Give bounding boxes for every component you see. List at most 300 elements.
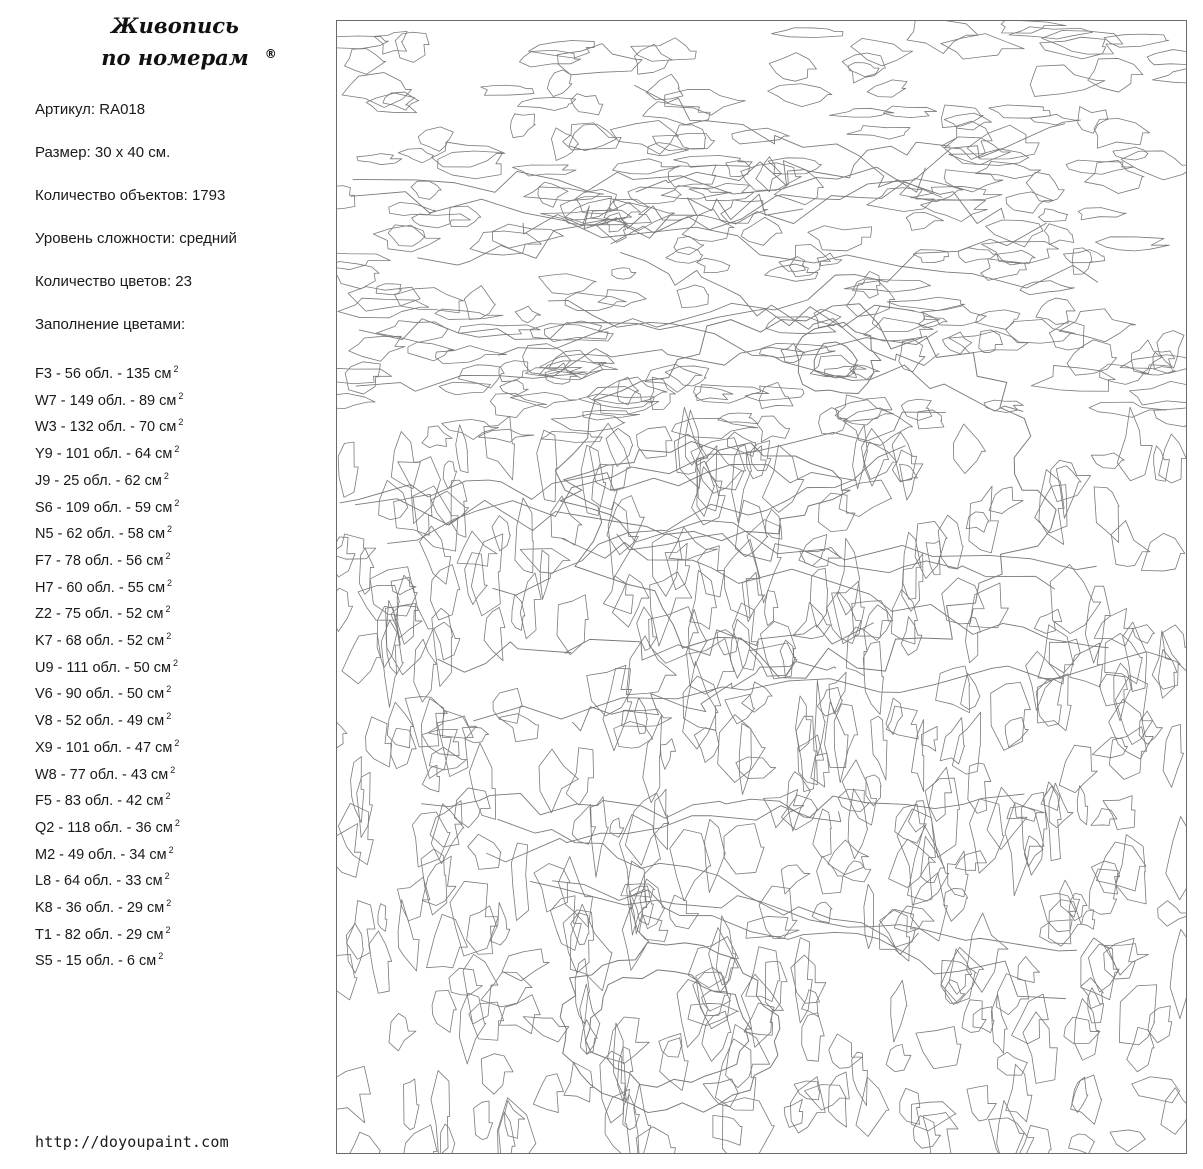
outline-region bbox=[432, 608, 453, 686]
outline-region bbox=[610, 818, 624, 837]
color-fill-item bbox=[35, 626, 183, 653]
square-power: 2 bbox=[165, 604, 171, 615]
outline-region bbox=[784, 1099, 803, 1127]
color-fill-text: Z2 - 75 обл. - 52 см bbox=[35, 606, 164, 623]
outline-region bbox=[976, 310, 1020, 329]
outline-region bbox=[1024, 836, 1043, 867]
outline-region bbox=[969, 583, 1008, 628]
outline-region bbox=[1159, 434, 1186, 483]
outline-region bbox=[547, 70, 572, 97]
square-power: 2 bbox=[172, 657, 178, 668]
color-fill-item bbox=[35, 679, 183, 706]
square-power: 2 bbox=[167, 524, 173, 535]
outline-region bbox=[1063, 250, 1104, 263]
outline-region bbox=[819, 408, 848, 435]
outline-region bbox=[443, 461, 456, 489]
outline-region bbox=[757, 416, 789, 442]
color-fill-text: S5 - 15 обл. - 6 см bbox=[35, 953, 157, 970]
outline-region bbox=[366, 717, 392, 767]
outline-region bbox=[936, 666, 970, 713]
outline-region bbox=[1078, 107, 1108, 134]
color-fill-item bbox=[35, 439, 183, 466]
outline-region bbox=[911, 720, 923, 792]
outline-region bbox=[672, 418, 758, 438]
outline-region bbox=[1100, 364, 1149, 384]
outline-region bbox=[338, 803, 373, 864]
outline-region bbox=[765, 591, 778, 626]
outline-region bbox=[698, 546, 725, 597]
outline-region bbox=[1006, 1064, 1032, 1121]
outline-region bbox=[856, 1077, 889, 1136]
outline-region bbox=[1056, 466, 1081, 518]
outline-region bbox=[426, 914, 467, 967]
outline-region bbox=[337, 534, 376, 559]
outline-region bbox=[843, 408, 912, 446]
outline-region bbox=[338, 442, 358, 497]
outline-region bbox=[736, 757, 776, 778]
outline-region bbox=[1115, 675, 1152, 744]
outline-region bbox=[337, 954, 357, 999]
outline-region bbox=[739, 723, 751, 794]
outline-region bbox=[398, 900, 419, 971]
color-fill-text: V6 - 90 обл. - 50 см bbox=[35, 686, 165, 703]
outline-region bbox=[746, 916, 799, 938]
outline-region bbox=[431, 804, 464, 864]
outline-region bbox=[1039, 470, 1064, 545]
outline-region bbox=[389, 202, 436, 215]
outline-region bbox=[454, 788, 490, 828]
color-fill-text: S6 - 109 обл. - 59 см bbox=[35, 499, 173, 516]
outline-region bbox=[431, 491, 469, 525]
outline-region bbox=[1040, 893, 1076, 931]
outline-region bbox=[891, 980, 907, 1042]
outline-region bbox=[1049, 321, 1084, 350]
outline-region bbox=[722, 1098, 774, 1153]
color-fill-text: Q2 - 118 обл. - 36 см bbox=[35, 819, 173, 836]
outline-region bbox=[1127, 1027, 1154, 1071]
outline-region bbox=[732, 603, 758, 670]
outline-region bbox=[473, 652, 1171, 721]
outline-region bbox=[694, 728, 719, 763]
outline-region bbox=[653, 789, 667, 849]
outline-region bbox=[469, 743, 495, 819]
square-power: 2 bbox=[166, 711, 172, 722]
outline-region bbox=[551, 496, 582, 545]
outline-region bbox=[713, 1115, 742, 1145]
outline-region bbox=[469, 1002, 504, 1040]
outline-region bbox=[1088, 944, 1119, 992]
outline-region bbox=[345, 362, 380, 394]
outline-region bbox=[795, 322, 881, 393]
outline-region bbox=[397, 877, 429, 921]
outline-region bbox=[996, 974, 1029, 1015]
outline-region bbox=[1081, 938, 1118, 1000]
outline-region bbox=[612, 574, 649, 627]
outline-region bbox=[414, 639, 437, 702]
outline-region bbox=[492, 516, 511, 551]
outline-region bbox=[852, 601, 893, 638]
outline-region bbox=[652, 533, 682, 596]
outline-region bbox=[493, 688, 522, 723]
coloring-canvas bbox=[336, 20, 1187, 1154]
outline-region bbox=[418, 127, 453, 151]
outline-region bbox=[1071, 1075, 1102, 1124]
outline-region bbox=[387, 412, 945, 543]
outline-region bbox=[781, 865, 810, 894]
outline-region bbox=[1094, 487, 1119, 543]
outline-region bbox=[1012, 994, 1049, 1043]
outline-region bbox=[422, 426, 453, 448]
outline-region bbox=[829, 1072, 850, 1127]
color-fill-text: W8 - 77 обл. - 43 см bbox=[35, 766, 169, 783]
outline-region bbox=[420, 526, 451, 584]
color-fill-text: V8 - 52 обл. - 49 см bbox=[35, 713, 165, 730]
outline-region bbox=[1023, 1012, 1057, 1083]
outline-region bbox=[540, 550, 549, 599]
outline-region bbox=[1044, 224, 1073, 245]
outline-region bbox=[813, 809, 832, 857]
outline-region bbox=[600, 1051, 625, 1123]
outline-region bbox=[512, 165, 576, 176]
outline-region bbox=[842, 760, 876, 825]
outline-region bbox=[812, 902, 832, 922]
outline-region bbox=[465, 553, 488, 605]
outline-region bbox=[940, 717, 964, 763]
outline-region bbox=[1109, 727, 1146, 780]
outline-region bbox=[810, 355, 866, 377]
outline-region bbox=[1152, 68, 1186, 83]
outline-region bbox=[636, 427, 672, 459]
outline-region bbox=[1037, 674, 1071, 731]
outline-region bbox=[378, 904, 387, 932]
outline-region bbox=[1166, 816, 1186, 899]
color-fill-text: H7 - 60 обл. - 55 см bbox=[35, 579, 166, 596]
outline-region bbox=[961, 673, 980, 709]
outline-region bbox=[1096, 237, 1170, 251]
outline-region bbox=[403, 1125, 438, 1153]
outline-region bbox=[669, 527, 718, 560]
square-power: 2 bbox=[166, 898, 172, 909]
colors-count: Количество цветов: 23 bbox=[35, 273, 192, 290]
outline-region bbox=[530, 881, 1077, 950]
outline-region bbox=[625, 793, 669, 865]
website-link[interactable]: http://doyoupaint.com bbox=[35, 1133, 229, 1151]
color-fill-text: W3 - 132 обл. - 70 см bbox=[35, 419, 177, 436]
outline-region bbox=[502, 949, 549, 981]
outline-region bbox=[942, 137, 1011, 165]
outline-region bbox=[886, 1045, 911, 1072]
outline-region bbox=[481, 1054, 513, 1095]
outline-region bbox=[717, 630, 738, 655]
color-fill-item bbox=[35, 653, 183, 680]
outline-region bbox=[557, 44, 642, 75]
outline-region bbox=[357, 154, 402, 165]
outline-region bbox=[892, 432, 917, 481]
outline-region bbox=[718, 413, 758, 424]
color-fill-text: N5 - 62 обл. - 58 см bbox=[35, 526, 166, 543]
outline-region bbox=[1103, 796, 1135, 830]
outline-region bbox=[342, 633, 381, 684]
outline-region bbox=[570, 904, 612, 991]
outline-region bbox=[944, 170, 1003, 192]
outline-region bbox=[1030, 114, 1080, 125]
outline-region bbox=[921, 726, 937, 751]
outline-region bbox=[369, 931, 392, 993]
outline-region bbox=[510, 392, 577, 408]
outline-region bbox=[804, 1085, 846, 1110]
outline-region bbox=[1050, 565, 1100, 634]
outline-region bbox=[802, 1013, 825, 1061]
color-fill-text: Y9 - 101 обл. - 64 см bbox=[35, 446, 173, 463]
outline-region bbox=[938, 515, 963, 569]
outline-region bbox=[941, 960, 976, 1004]
outline-region bbox=[1114, 663, 1132, 721]
outline-region bbox=[1018, 957, 1040, 983]
outline-region bbox=[989, 105, 1051, 118]
outline-region bbox=[374, 31, 407, 54]
square-power: 2 bbox=[178, 390, 184, 401]
outline-region bbox=[745, 386, 804, 401]
color-fill-text: J9 - 25 обл. - 62 см bbox=[35, 472, 162, 489]
outline-region bbox=[741, 217, 782, 245]
outline-region bbox=[969, 486, 999, 553]
outline-region bbox=[628, 187, 681, 203]
outline-region bbox=[880, 909, 916, 947]
square-power: 2 bbox=[174, 737, 180, 748]
outline-region bbox=[676, 125, 706, 149]
objects-count: Количество объектов: 1793 bbox=[35, 187, 226, 204]
color-fill-item bbox=[35, 359, 183, 386]
outline-region bbox=[781, 343, 805, 362]
square-power: 2 bbox=[166, 684, 172, 695]
outline-region bbox=[863, 642, 883, 715]
outline-region bbox=[404, 1079, 420, 1130]
outline-region bbox=[1040, 37, 1106, 59]
outline-region bbox=[900, 1088, 920, 1124]
outline-region bbox=[653, 133, 715, 150]
outline-region bbox=[538, 182, 568, 207]
outline-region bbox=[357, 772, 373, 837]
square-power: 2 bbox=[166, 631, 172, 642]
color-fill-text: F7 - 78 обл. - 56 см bbox=[35, 552, 164, 569]
outline-region bbox=[449, 968, 482, 995]
outline-region bbox=[952, 712, 980, 774]
outline-region bbox=[356, 331, 938, 391]
outline-region bbox=[1078, 208, 1126, 220]
outline-region bbox=[1043, 786, 1061, 861]
outline-region bbox=[342, 73, 411, 108]
fill-heading: Заполнение цветами: bbox=[35, 316, 186, 333]
outline-region bbox=[818, 493, 855, 532]
outline-region bbox=[866, 775, 881, 806]
outline-region bbox=[337, 588, 353, 631]
outline-region bbox=[884, 106, 937, 118]
outline-region bbox=[631, 38, 696, 61]
outline-region bbox=[1117, 407, 1152, 481]
color-fill-text: K8 - 36 обл. - 29 см bbox=[35, 900, 165, 917]
outline-region bbox=[997, 1052, 1027, 1075]
brand-title-line1: Живопись bbox=[111, 13, 239, 38]
outline-region bbox=[1085, 586, 1110, 663]
outline-region bbox=[1050, 460, 1091, 501]
square-power: 2 bbox=[174, 817, 180, 828]
outline-region bbox=[349, 336, 405, 361]
outline-region bbox=[660, 1038, 688, 1091]
outline-region bbox=[499, 714, 539, 742]
outline-region bbox=[563, 123, 621, 150]
outline-region bbox=[871, 716, 887, 780]
color-fill-item bbox=[35, 866, 183, 893]
outline-region bbox=[1069, 1134, 1095, 1153]
color-fill-item bbox=[35, 599, 183, 626]
outline-region bbox=[834, 704, 857, 783]
outline-region bbox=[949, 331, 1028, 353]
outline-region bbox=[900, 464, 918, 500]
color-fill-item bbox=[35, 519, 183, 546]
outline-region bbox=[1147, 50, 1186, 65]
outline-region bbox=[771, 28, 842, 38]
outline-region bbox=[894, 906, 934, 932]
outline-region bbox=[835, 400, 893, 425]
outline-region bbox=[498, 223, 1046, 355]
outline-region bbox=[852, 271, 880, 298]
outline-region bbox=[1132, 1077, 1180, 1103]
color-fill-item bbox=[35, 920, 183, 947]
outline-region bbox=[958, 248, 996, 263]
square-power: 2 bbox=[174, 497, 180, 508]
square-power: 2 bbox=[165, 550, 171, 561]
outline-region bbox=[534, 864, 570, 912]
outline-region bbox=[373, 225, 440, 252]
outline-region bbox=[462, 727, 488, 743]
square-power: 2 bbox=[158, 951, 164, 962]
outline-region bbox=[1148, 1006, 1172, 1043]
outline-region bbox=[1005, 717, 1028, 747]
brand-title-line2: по номерам bbox=[101, 45, 249, 70]
outline-region bbox=[1129, 381, 1186, 405]
outline-region bbox=[989, 487, 1023, 514]
outline-region bbox=[697, 258, 730, 272]
color-fill-text: X9 - 101 обл. - 47 см bbox=[35, 739, 173, 756]
outline-region bbox=[539, 274, 597, 295]
outline-region bbox=[687, 639, 734, 695]
outline-region bbox=[665, 89, 746, 115]
outline-region bbox=[979, 330, 1003, 353]
outline-region bbox=[746, 947, 780, 1002]
outline-region bbox=[814, 342, 857, 378]
outline-region bbox=[612, 268, 636, 279]
outline-region bbox=[458, 365, 504, 388]
outline-region bbox=[941, 34, 1024, 60]
outline-region bbox=[955, 851, 986, 871]
outline-region bbox=[518, 97, 576, 110]
outline-region bbox=[434, 622, 460, 660]
color-fill-text: M2 - 49 обл. - 34 см bbox=[35, 846, 167, 863]
outline-region bbox=[1082, 910, 1095, 930]
color-fill-item bbox=[35, 493, 183, 520]
outline-region bbox=[766, 317, 836, 334]
outline-region bbox=[580, 984, 600, 1054]
outline-region bbox=[1170, 929, 1186, 1018]
square-power: 2 bbox=[164, 871, 170, 882]
product-info bbox=[35, 100, 237, 358]
outline-region bbox=[968, 763, 991, 813]
color-fill-text: F3 - 56 обл. - 135 см bbox=[35, 366, 172, 382]
line-art-outline bbox=[337, 21, 1186, 1153]
outline-region bbox=[337, 1066, 370, 1122]
outline-region bbox=[1094, 608, 1134, 646]
color-fill-item bbox=[35, 893, 183, 920]
outline-region bbox=[468, 834, 501, 869]
outline-region bbox=[906, 212, 943, 230]
outline-region bbox=[1070, 643, 1103, 687]
outline-region bbox=[847, 126, 910, 140]
square-power: 2 bbox=[167, 577, 173, 588]
outline-region bbox=[458, 324, 540, 337]
outline-region bbox=[726, 1024, 770, 1087]
outline-region bbox=[1132, 625, 1154, 644]
outline-region bbox=[515, 306, 540, 323]
outline-region bbox=[598, 290, 646, 307]
outline-region bbox=[1006, 192, 1053, 213]
outline-region bbox=[529, 40, 595, 58]
registered-mark: ® bbox=[264, 47, 277, 61]
outline-region bbox=[732, 128, 789, 144]
outline-region bbox=[768, 84, 832, 107]
outline-region bbox=[941, 947, 984, 1003]
outline-region bbox=[474, 1101, 493, 1140]
outline-region bbox=[467, 906, 497, 954]
outline-region bbox=[916, 1026, 961, 1068]
outline-region bbox=[966, 617, 981, 662]
outline-region bbox=[811, 753, 829, 787]
outline-region bbox=[683, 662, 718, 749]
outline-region bbox=[634, 1084, 651, 1153]
outline-region bbox=[422, 765, 439, 792]
color-fill-item bbox=[35, 786, 183, 813]
outline-region bbox=[510, 114, 535, 138]
square-power: 2 bbox=[170, 764, 176, 775]
outline-region bbox=[779, 257, 806, 272]
outline-region bbox=[337, 186, 355, 209]
outline-region bbox=[835, 395, 892, 421]
square-power: 2 bbox=[174, 444, 180, 455]
outline-region bbox=[1110, 1130, 1145, 1152]
outline-region bbox=[1157, 331, 1184, 368]
outline-region bbox=[1163, 724, 1183, 787]
color-fill-item bbox=[35, 760, 183, 787]
outline-region bbox=[428, 711, 477, 739]
outline-region bbox=[962, 1000, 986, 1033]
outline-region bbox=[391, 728, 416, 768]
color-fill-item bbox=[35, 946, 183, 973]
article-number: Артикул: RA018 bbox=[35, 101, 146, 118]
outline-region bbox=[411, 181, 441, 199]
outline-region bbox=[376, 321, 448, 343]
outline-region bbox=[795, 938, 813, 1023]
outline-region bbox=[490, 902, 510, 945]
outline-region bbox=[389, 1013, 416, 1051]
outline-region bbox=[769, 53, 816, 82]
outline-region bbox=[1094, 119, 1150, 149]
outline-region bbox=[967, 913, 1008, 992]
outline-region bbox=[817, 856, 843, 894]
outline-region bbox=[537, 430, 557, 502]
square-power: 2 bbox=[178, 417, 184, 428]
difficulty-level: Уровень сложности: средний bbox=[35, 230, 237, 247]
outline-region bbox=[886, 706, 918, 739]
color-fill-item bbox=[35, 840, 183, 867]
